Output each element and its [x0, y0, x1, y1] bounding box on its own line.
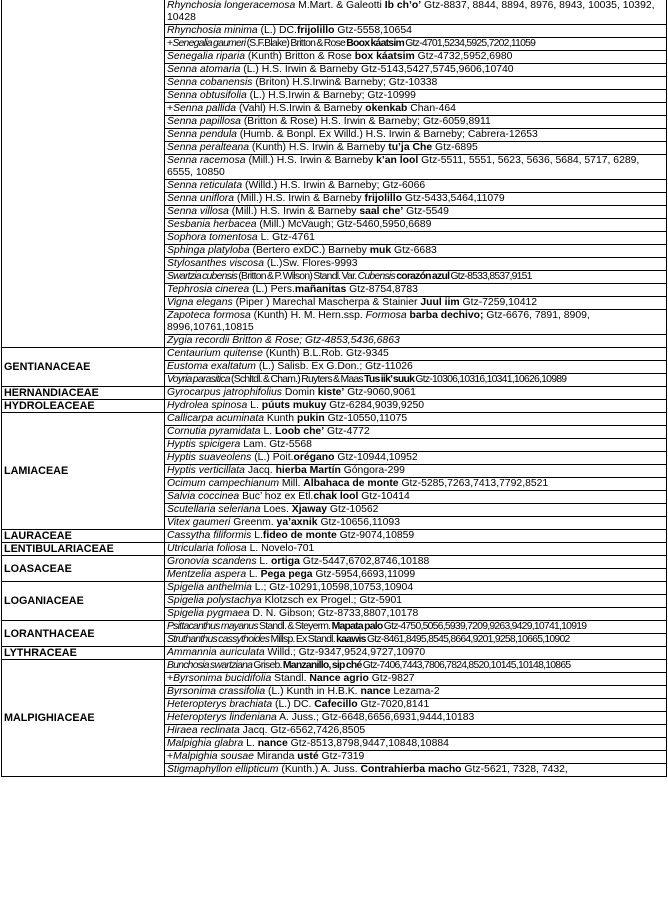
entry-text: Loes. [260, 504, 292, 515]
scientific-name: Spigelia polystachya [167, 595, 262, 606]
entry-text: (Piper ) Marechal Mascherpa & Stainier [232, 297, 421, 308]
species-entry [165, 582, 667, 595]
species-entry [165, 764, 667, 777]
entry-text: Gtz-8533,8537,9151 [449, 271, 532, 282]
scientific-name: Centaurium quitense [167, 348, 263, 359]
entry-text: (L.) H.S. Irwin & Barneby Gtz-5143,5427,5745,9606,10740 [240, 64, 514, 75]
scientific-name: Formosa [365, 310, 407, 321]
vernacular-name: fideo de monte [262, 530, 337, 541]
vernacular-name: kiste’ [317, 387, 345, 398]
entry-text: D. N. Gibson; Gtz-8733,8807,10178 [249, 608, 419, 619]
scientific-name: Eustoma exaltatum [167, 361, 256, 372]
species-entry [165, 271, 667, 284]
scientific-name: Senna cobanensis [167, 77, 253, 88]
entry-text: Gtz-6895 [432, 142, 478, 153]
entry-text: (L.) Salisb. Ex G.Don.; Gtz-11026 [255, 361, 413, 372]
family-name: GENTIANACEAE [2, 348, 165, 387]
entry-text: M.Mart. & Galeotti [295, 0, 385, 11]
species-entry [165, 738, 667, 751]
entry-text: (Mill.) H.S. Irwin & Barneby [234, 193, 365, 204]
species-entry [165, 374, 667, 387]
entry-text: (Briton) H.S.Irwin& Barneby; Gtz-10338 [252, 77, 438, 88]
entry-text: L.; Gtz-10291,10598,10753,10904 [251, 582, 414, 593]
species-entry [165, 751, 667, 764]
scientific-name: Senna racemosa [167, 155, 246, 166]
species-entry [165, 258, 667, 271]
entry-text: (L.)Sw. Flores-9993 [264, 258, 358, 269]
vernacular-name: kaawis [336, 634, 366, 645]
entry-text: Jacq. Gtz-6562,7426,8505 [239, 725, 366, 736]
scientific-name: Senna atomaria [167, 64, 241, 75]
entry-text: (L.) Poit. [251, 452, 294, 463]
entry-text: (Kunth) H. M. Hern.ssp. [250, 310, 366, 321]
species-entry [165, 608, 667, 621]
vernacular-name: nance [257, 738, 288, 749]
species-entry [165, 725, 667, 738]
scientific-name: Gyrocarpus jatrophifolius [167, 387, 282, 398]
family-name: MALPIGHIACEAE [2, 660, 165, 777]
scientific-name: Malpighia glabra [167, 738, 244, 749]
vernacular-name: hierba Martín [275, 465, 341, 476]
species-row [2, 543, 667, 556]
species-entry [165, 38, 667, 51]
entry-text: Gtz-7259,10412 [459, 297, 538, 308]
species-entry [165, 387, 667, 400]
family-name: LAURACEAE [2, 530, 165, 543]
scientific-name: Spigelia anthelmia [167, 582, 252, 593]
species-entry [165, 595, 667, 608]
entry-text: (Bertero exDC.) Barneby [249, 245, 370, 256]
vernacular-name: Xjaway [291, 504, 328, 515]
entry-text: + [167, 751, 174, 762]
vernacular-name: Manzanillo, sip ché [282, 660, 362, 671]
species-entry [165, 193, 667, 206]
species-entry [165, 310, 667, 335]
species-entry [165, 51, 667, 64]
scientific-name: Heteropterys lindeniana [167, 712, 277, 723]
vernacular-name: Contrahierba macho [360, 764, 462, 775]
scientific-name: Hyptis suaveolens [167, 452, 252, 463]
scientific-name: Utricularia foliosa [167, 543, 247, 554]
entry-text: Gtz-7406,7443,7806,7824,8520,10145,10148,10865 [361, 660, 571, 671]
family-name: LENTIBULARIACEAE [2, 543, 165, 556]
entry-text: Gtz-4772 [324, 426, 370, 437]
vernacular-name: pukin [296, 413, 325, 424]
scientific-name: Senegalia riparia [167, 51, 245, 62]
scientific-name: Ammannia auriculata [167, 647, 265, 658]
entry-text: Domin [281, 387, 318, 398]
scientific-name: Byrsonima crassifolia [167, 686, 266, 697]
entry-text: Gtz-5558,10654 [334, 25, 412, 36]
entry-text: Gtz-6284,9039,9250 [326, 400, 425, 411]
scientific-name: Stylosanthes viscosa [167, 258, 265, 269]
scientific-name: Struthanthus cassythoides [167, 634, 270, 645]
vernacular-name: k’an lool [376, 155, 419, 166]
species-table-body [2, 0, 667, 777]
scientific-name: Senna obtusifolia [167, 90, 247, 101]
species-entry [165, 673, 667, 686]
entry-text: L. [251, 530, 263, 541]
entry-text: Gtz-8837, 8844, 8894, 8976, 8943, 10035, 10392, 10428 [167, 0, 655, 23]
scientific-name: Cornutia pyramidata [167, 426, 261, 437]
scientific-name: Hyptis verticillata [167, 465, 245, 476]
scientific-name: Voyria parasitica [167, 374, 230, 385]
entry-text: Chan-464 [407, 103, 456, 114]
entry-text: Gtz-5621, 7328, 7432, [461, 764, 568, 775]
species-entry [165, 77, 667, 90]
species-entry [165, 232, 667, 245]
entry-text: Gtz-8513,8798,9447,10848,10884 [287, 738, 449, 749]
species-entry [165, 543, 667, 556]
entry-text: + [167, 673, 174, 684]
entry-text: Gtz-9060,9061 [344, 387, 416, 398]
species-entry [165, 439, 667, 452]
entry-text: (Vahl) H.S.Irwin & Barneby [236, 103, 366, 114]
species-entry [165, 206, 667, 219]
species-row [2, 348, 667, 361]
vernacular-name: Tus iik’ suuk [364, 374, 415, 385]
vernacular-name: Albahaca de monte [303, 478, 399, 489]
species-entry [165, 413, 667, 426]
species-entry [165, 452, 667, 465]
species-entry [165, 142, 667, 155]
family-name: LORANTHACEAE [2, 621, 165, 647]
species-entry [165, 465, 667, 478]
species-entry [165, 180, 667, 193]
vernacular-name: ortiga [270, 556, 300, 567]
species-entry [165, 284, 667, 297]
entry-text: L. [243, 738, 258, 749]
entry-text: (Kunth) H.S. Irwin & Barneby [249, 142, 389, 153]
scientific-name: Spigelia pygmaea [167, 608, 250, 619]
entry-text: Gtz-7020,8141 [357, 699, 430, 710]
scientific-name: Stigmaphyllon ellipticum [167, 764, 279, 775]
species-entry [165, 647, 667, 660]
species-row [2, 387, 667, 400]
species-entry [165, 297, 667, 310]
vernacular-name: Ib ch’o’ [384, 0, 422, 11]
species-entry [165, 699, 667, 712]
entry-text: (Kunth.) A. Juss. [278, 764, 361, 775]
scientific-name: Sphinga platyloba [167, 245, 250, 256]
scientific-name: Hiraea reclinata [167, 725, 240, 736]
entry-text: Gtz-8754,8783 [346, 284, 418, 295]
entry-text: Miranda [253, 751, 298, 762]
species-entry [165, 0, 667, 25]
species-entry [165, 348, 667, 361]
entry-text: L. [260, 426, 276, 437]
entry-text: Gtz-5511, 5551, 5623, 5636, 5684, 5717, 6289, 6555, 10850 [167, 155, 640, 178]
vernacular-name: frijolillo [364, 193, 403, 204]
vernacular-name: Mapata palo [331, 621, 383, 632]
entry-text: Standl. & Steyerm. [257, 621, 332, 632]
family-name: LOGANIACEAE [2, 582, 165, 621]
family-name: LAMIACEAE [2, 413, 165, 530]
vernacular-name: Juul iim [420, 297, 460, 308]
entry-text: (L.) H.S.Irwin & Barneby; Gtz-10999 [246, 90, 416, 101]
entry-text: Gtz-10550,11075 [324, 413, 408, 424]
scientific-name: Sophora tomentosa [167, 232, 258, 243]
vernacular-name: okenkab [365, 103, 408, 114]
species-entry [165, 64, 667, 77]
species-row [2, 0, 667, 25]
species-row [2, 400, 667, 413]
entry-text: Lezama-2 [390, 686, 440, 697]
entry-text: Gtz-5549 [403, 206, 449, 217]
entry-text: Willd.; Gtz-9347,9524,9727,10970 [264, 647, 426, 658]
species-entry [165, 634, 667, 647]
scientific-name: Sesbania herbacea [167, 219, 257, 230]
entry-text: Gtz-4732,5952,6980 [414, 51, 513, 62]
species-row [2, 556, 667, 569]
vernacular-name: Cafecillo [314, 699, 358, 710]
species-row [2, 621, 667, 634]
scientific-name: Cassytha filiformis [167, 530, 252, 541]
scientific-name: Hydrolea spinosa [167, 400, 248, 411]
entry-text: Gtz-10562 [327, 504, 379, 515]
entry-text: Gtz-9074,10859 [336, 530, 415, 541]
scientific-name: Senna pallida [173, 103, 237, 114]
species-entry [165, 90, 667, 103]
species-entry [165, 530, 667, 543]
entry-text: Klotzsch ex Progel.; Gtz-5901 [261, 595, 403, 606]
scientific-name: Senna papillosa [167, 116, 241, 127]
family-name: LYTHRACEAE [2, 647, 165, 660]
species-entry [165, 400, 667, 413]
vernacular-name: mañanitas [294, 284, 347, 295]
entry-text: Gtz-5447,6702,8746,10188 [299, 556, 430, 567]
entry-text: Millsp. Ex Standl. [269, 634, 337, 645]
species-entry [165, 426, 667, 439]
entry-text: Gtz-5285,7263,7413,7792,8521 [398, 478, 549, 489]
entry-text: Gtz-4750,5056,5939,7209,9263,9429,10741,10919 [382, 621, 587, 632]
entry-text: (Schltdl. & Cham.) Ruyters & Maas [229, 374, 365, 385]
entry-text: Gtz-10306,10316,10341,10626,10989 [414, 374, 567, 385]
scientific-name: Cubensis [357, 271, 395, 282]
entry-text: Gtz-6683 [391, 245, 437, 256]
species-row [2, 413, 667, 426]
entry-text: Gtz-5433,5464,11079 [402, 193, 505, 204]
scientific-name: Hyptis spicigera [167, 439, 241, 450]
vernacular-name: nance [360, 686, 391, 697]
entry-text: (Mill.) H.S. Irwin & Barneby [228, 206, 360, 217]
entry-text: L. Gtz-4761 [257, 232, 315, 243]
entry-text: Jacq. [244, 465, 276, 476]
species-entry [165, 155, 667, 180]
scientific-name: Tephrosia cinerea [167, 284, 250, 295]
scientific-name: Senna pendula [167, 129, 237, 140]
species-table [1, 0, 667, 777]
entry-text: Griseb. [252, 660, 283, 671]
scientific-name: Vigna elegans [167, 297, 233, 308]
vernacular-name: orégano [293, 452, 335, 463]
species-entry [165, 621, 667, 634]
species-entry [165, 219, 667, 232]
species-row [2, 582, 667, 595]
entry-text: (Willd.) H.S. Irwin & Barneby; Gtz-6066 [242, 180, 426, 191]
scientific-name: Senegalia gaumeri [172, 38, 246, 49]
scientific-name: Senna reticulata [167, 180, 243, 191]
scientific-name: Ocimum campechianum [167, 478, 280, 489]
vernacular-name: barba dechivo; [409, 310, 484, 321]
family-name [2, 0, 165, 348]
vernacular-name: Boox káatsim [346, 38, 404, 49]
scientific-name: Zapoteca formosa [167, 310, 251, 321]
entry-text: (S.F.Blake) Britton & Rose [245, 38, 347, 49]
entry-text: (L.) Pers. [249, 284, 295, 295]
vernacular-name: ya’axnik [276, 517, 318, 528]
entry-text: Buc’ hoz ex Etl. [239, 491, 314, 502]
species-row [2, 647, 667, 660]
entry-text: Gtz-8461,8495,8545,8664,9201,9258,10665,10902 [365, 634, 570, 645]
scientific-name: Gronovia scandens [167, 556, 257, 567]
entry-text: Standl. [271, 673, 310, 684]
scientific-name: Zygia recordii Britton & Rose; Gtz-4853,5436,6863 [167, 335, 400, 346]
vernacular-name: box káatsim [354, 51, 415, 62]
scientific-name: Rhynchosia longeracemosa [167, 0, 296, 11]
species-entry [165, 335, 667, 348]
entry-text: Gtz-10656,11093 [317, 517, 400, 528]
family-name: LOASACEAE [2, 556, 165, 582]
entry-text: + [167, 103, 174, 114]
vernacular-name: tu’ja Che [388, 142, 433, 153]
entry-text: (L.) DC. [257, 25, 297, 36]
entry-text: (Britton & P. Wilson) Standl. Var. [237, 271, 358, 282]
entry-text: (Mill.) McVaugh; Gtz-5460,5950,6689 [256, 219, 432, 230]
entry-text: Kunth [264, 413, 297, 424]
species-entry [165, 478, 667, 491]
species-entry [165, 361, 667, 374]
entry-text: Gtz-4701,5234,5925,7202,11059 [403, 38, 536, 49]
scientific-name: Scutellaria seleriana [167, 504, 261, 515]
scientific-name: Byrsonima bucidifolia [173, 673, 272, 684]
entry-text: Gtz-5954,6693,11099 [312, 569, 416, 580]
family-name: HYDROLEACEAE [2, 400, 165, 413]
entry-text: (Kunth) B.L.Rob. Gtz-9345 [262, 348, 389, 359]
entry-text: Góngora-299 [340, 465, 405, 476]
entry-text: Gtz-10944,10952 [334, 452, 418, 463]
entry-text: Lam. Gtz-5568 [240, 439, 312, 450]
entry-text: (Mill.) H.S. Irwin & Barneby [245, 155, 377, 166]
species-entry [165, 569, 667, 582]
vernacular-name: usté [297, 751, 319, 762]
scientific-name: Vitex gaumeri [167, 517, 231, 528]
family-name: HERNANDIACEAE [2, 387, 165, 400]
entry-text: L. [256, 556, 271, 567]
vernacular-name: chak lool [313, 491, 359, 502]
entry-text: (L.) Kunth in H.B.K. [265, 686, 361, 697]
species-entry [165, 504, 667, 517]
scientific-name: Bunchosia swartziana [167, 660, 253, 671]
entry-text: L. [246, 569, 261, 580]
scientific-name: Psittacanthus mayanus [167, 621, 258, 632]
entry-text: Gtz-6676, 7891, 8909, 8996,10761,10815 [167, 310, 590, 333]
scientific-name: Rhynchosia minima [167, 25, 258, 36]
vernacular-name: saal che’ [359, 206, 404, 217]
entry-text: (Britton & Rose) H.S. Irwin & Barneby; Gtz-6059,8911 [240, 116, 491, 127]
entry-text: (Humb. & Bonpl. Ex Willd.) H.S. Irwin & Barneby; Cabrera-12653 [236, 129, 538, 140]
vernacular-name: Loob che’ [275, 426, 325, 437]
species-row [2, 530, 667, 543]
vernacular-name: muk [369, 245, 392, 256]
scientific-name: Swartzia cubensis [167, 271, 238, 282]
scientific-name: Heteropterys brachiata [167, 699, 273, 710]
entry-text: Gtz-9827 [368, 673, 415, 684]
vernacular-name: corazón azul [396, 271, 450, 282]
vernacular-name: púuts mukuy [261, 400, 327, 411]
scientific-name: Malpighia sousae [173, 751, 254, 762]
species-entry [165, 129, 667, 142]
scientific-name: Senna villosa [167, 206, 229, 217]
entry-text: Gtz-10414 [358, 491, 410, 502]
entry-text: L. Novelo-701 [246, 543, 315, 554]
vernacular-name: Nance agrio [309, 673, 369, 684]
entry-text: Greenm. [230, 517, 277, 528]
species-entry [165, 556, 667, 569]
species-entry [165, 491, 667, 504]
species-entry [165, 686, 667, 699]
scientific-name: Callicarpa acuminata [167, 413, 265, 424]
species-entry [165, 25, 667, 38]
species-row [2, 660, 667, 673]
species-entry [165, 712, 667, 725]
species-entry [165, 517, 667, 530]
entry-text: L. [247, 400, 262, 411]
entry-text: + [167, 38, 173, 49]
entry-text: Mill. [279, 478, 304, 489]
species-entry [165, 103, 667, 116]
species-entry [165, 660, 667, 673]
vernacular-name: Pega pega [260, 569, 313, 580]
species-entry [165, 245, 667, 258]
entry-text: Gtz-7319 [318, 751, 365, 762]
entry-text: (L.) DC. [272, 699, 315, 710]
entry-text: (Kunth) Britton & Rose [244, 51, 355, 62]
vernacular-name: frijolillo [296, 25, 335, 36]
species-entry [165, 116, 667, 129]
scientific-name: Senna peralteana [167, 142, 250, 153]
scientific-name: Mentzelia aspera [167, 569, 247, 580]
entry-text: A. Juss.; Gtz-6648,6656,6931,9444,10183 [276, 712, 475, 723]
scientific-name: Salvia coccinea [167, 491, 240, 502]
scientific-name: Senna uniflora [167, 193, 235, 204]
